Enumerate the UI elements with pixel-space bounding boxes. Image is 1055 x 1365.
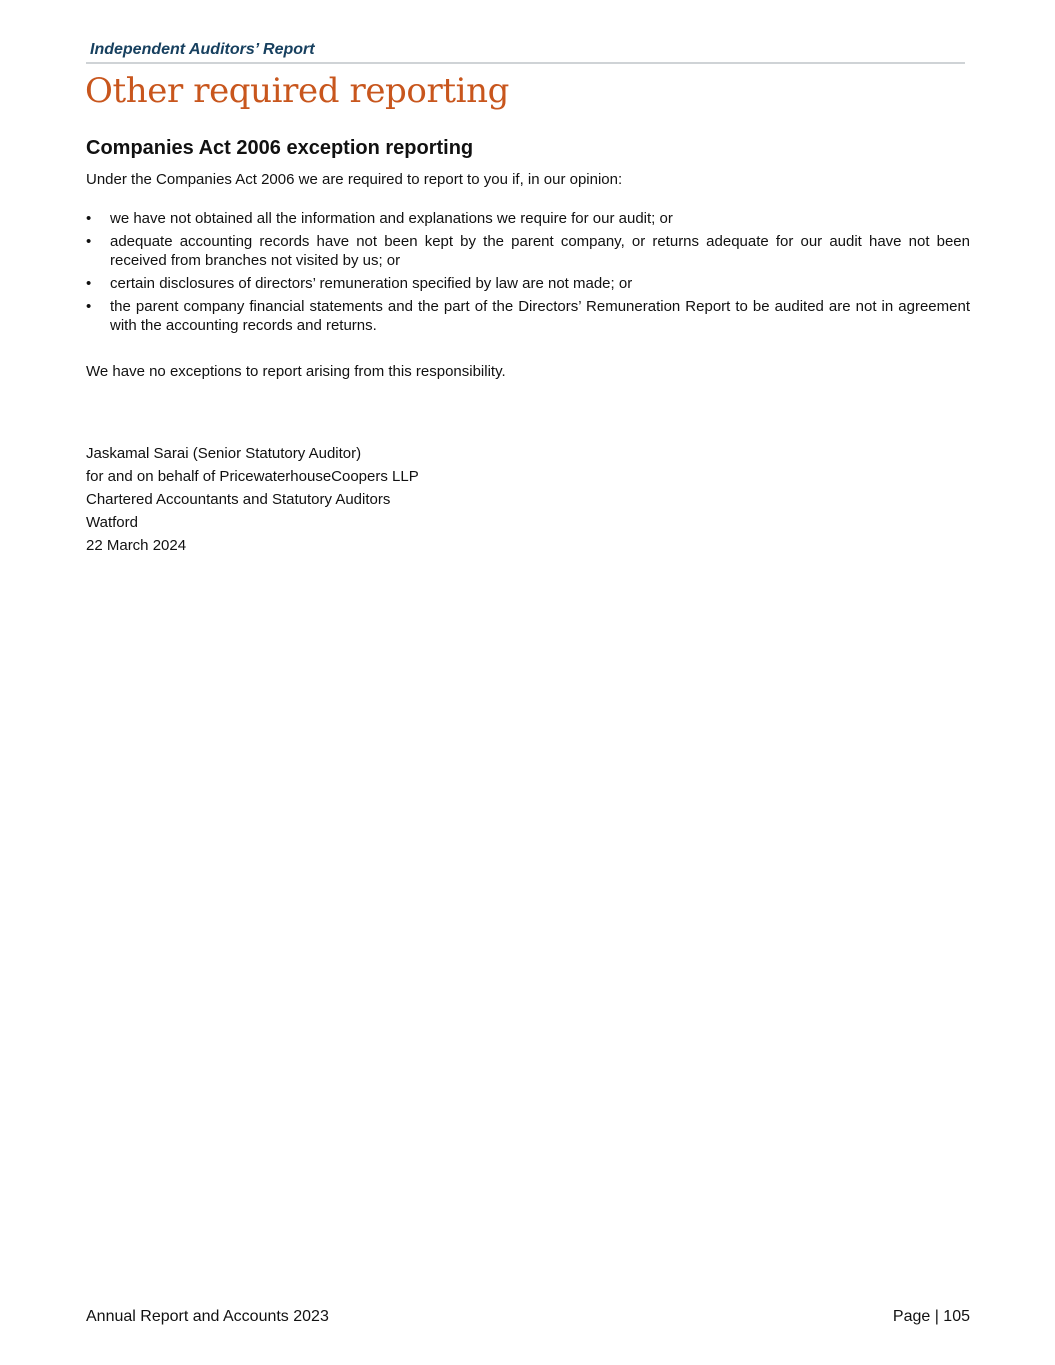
bullet-icon: •: [86, 275, 92, 292]
footer-document-title: Annual Report and Accounts 2023: [86, 1308, 329, 1325]
bullet-icon: •: [86, 210, 92, 227]
list-item: [86, 297, 970, 335]
closing-paragraph: We have no exceptions to report arising from this responsibility.: [86, 363, 506, 380]
signatory-role: Chartered Accountants and Statutory Auditors: [86, 491, 391, 508]
list-item: [86, 274, 970, 293]
signatory-location: Watford: [86, 514, 138, 531]
bullet-icon: •: [86, 233, 92, 250]
signatory-date: 22 March 2024: [86, 537, 187, 554]
report-header-label: Independent Auditors’ Report: [90, 41, 315, 58]
section-heading: Companies Act 2006 exception reporting: [86, 137, 474, 159]
bullet-icon: •: [86, 298, 92, 315]
signatory-name: Jaskamal Sarai (Senior Statutory Auditor): [86, 445, 362, 462]
signature-block: [86, 442, 419, 557]
exception-list: [86, 209, 970, 339]
intro-paragraph: Under the Companies Act 2006 we are required to report to you if, in our opinion:: [86, 171, 623, 188]
list-item-text: adequate accounting records have not been kept by the parent company, or returns adequate for our audit have not been received from branches not visited by us; or: [110, 233, 970, 269]
header-divider: [86, 62, 965, 64]
list-item-text: we have not obtained all the information and explanations we require for our audit; or: [110, 210, 673, 227]
page-title: Other required reporting: [85, 71, 509, 111]
footer-page-number: Page | 105: [892, 1308, 970, 1325]
list-item-text: the parent company financial statements and the part of the Directors’ Remuneration Report to be audited are not in agreement with the accounting records and returns.: [110, 298, 970, 334]
signatory-firm: for and on behalf of PricewaterhouseCoopers LLP: [86, 468, 419, 485]
list-item: [86, 232, 970, 270]
list-item-text: certain disclosures of directors’ remuneration specified by law are not made; or: [110, 275, 633, 292]
list-item: [86, 209, 970, 228]
